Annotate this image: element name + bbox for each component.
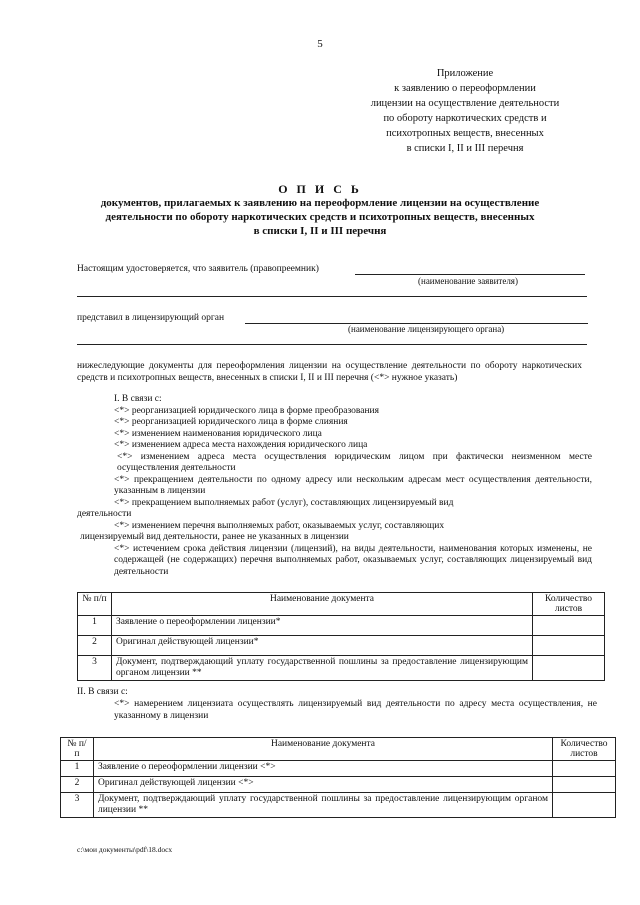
- row-document-name: Заявление о переоформлении лицензии*: [111, 616, 532, 636]
- authority-field-continued[interactable]: [77, 344, 587, 345]
- appendix-line: по обороту наркотических средств и: [383, 113, 547, 124]
- reason-item: <*> прекращением выполняемых работ (услуг), составляющих лицензируемый вид: [114, 497, 454, 508]
- intro-paragraph: нижеследующие документы для переоформления лицензии на осуществление деятельности по обороту наркотических средств и психотропных веществ, внесенных в списки I, II и III перечня (<*> нужное указать): [77, 361, 582, 383]
- row-document-name: Документ, подтверждающий уплату государственной пошлины за предоставление лицензирующим органом лицензии **: [93, 793, 552, 818]
- reason-item: [77, 698, 597, 722]
- appendix-line: Приложение: [436, 68, 494, 79]
- section-2: [77, 686, 597, 722]
- applicant-field-continued[interactable]: [77, 296, 587, 297]
- col-sheets-header: Количество листов: [553, 738, 616, 761]
- table-header-row: [78, 593, 605, 616]
- row-document-name: Заявление о переоформлении лицензии <*>: [93, 761, 552, 777]
- row-document-name: Документ, подтверждающий уплату государственной пошлины за предоставление лицензирующим органом лицензии **: [111, 656, 532, 681]
- appendix-line: лицензии на осуществление деятельности: [370, 98, 560, 109]
- reason-item-continued: лицензируемый вид деятельности, ранее не указанных в лицензии: [80, 532, 349, 542]
- section-1: [77, 394, 592, 578]
- table-row: [61, 793, 616, 818]
- row-number: 2: [61, 777, 94, 793]
- reason-item: [77, 452, 592, 475]
- table-row: [78, 636, 605, 656]
- col-number-header: № п/п: [61, 738, 94, 761]
- reason-item: <*> реорганизацией юридического лица в форме преобразования: [114, 405, 380, 416]
- row-number: 1: [61, 761, 94, 777]
- row-number: 1: [78, 616, 112, 636]
- row-sheets-field[interactable]: [553, 777, 616, 793]
- section-2-heading: II. В связи с:: [77, 687, 128, 697]
- reason-item: <*> изменением перечня выполняемых работ, оказываемых услуг, составляющих: [114, 520, 445, 531]
- row-sheets-field[interactable]: [533, 656, 605, 681]
- appendix-line: психотропных веществ, внесенных: [386, 128, 544, 139]
- subtitle-line: в списки I, II и III перечня: [253, 225, 387, 237]
- row-sheets-field[interactable]: [553, 761, 616, 777]
- document-title: О П И С Ь: [278, 182, 362, 196]
- col-number-header: № п/п: [78, 593, 112, 616]
- table-row: [78, 616, 605, 636]
- reason-item: <*> изменением адреса места нахождения юридического лица: [114, 440, 368, 450]
- reason-item: [77, 475, 592, 498]
- reason-item: [77, 544, 592, 579]
- reason-item: <*> изменением наименования юридического лица: [114, 428, 322, 439]
- document-subtitle: [70, 196, 570, 238]
- subtitle-line: деятельности по обороту наркотических средств и психотропных веществ, внесенных: [105, 211, 535, 223]
- reason-item-continued: деятельности: [77, 509, 132, 519]
- row-number: 3: [61, 793, 94, 818]
- row-document-name: Оригинал действующей лицензии <*>: [93, 777, 552, 793]
- row-number: 3: [78, 656, 112, 681]
- authority-label: представил в лицензирующий орган: [77, 313, 225, 323]
- applicant-field[interactable]: [355, 274, 585, 275]
- reason-item-text: <*> прекращением деятельности по одному адресу или нескольким адресам мест осуществления деятельности, указанным в лицензии: [114, 474, 592, 496]
- file-path-footer: c:\мои документы\pdf\18.docx: [77, 845, 173, 854]
- section-1-heading: I. В связи с:: [114, 394, 162, 404]
- row-document-name: Оригинал действующей лицензии*: [111, 636, 532, 656]
- applicant-label: Настоящим удостоверяется, что заявитель (правопреемник): [77, 264, 319, 274]
- reason-item: <*> реорганизацией юридического лица в форме слияния: [114, 417, 348, 427]
- row-sheets-field[interactable]: [553, 793, 616, 818]
- table-row: [78, 656, 605, 681]
- reason-item-text: <*> намерением лицензиата осуществлять лицензируемый вид деятельности по адресу места осуществления, не указанному в лицензии: [114, 699, 597, 721]
- table-row: [61, 777, 616, 793]
- row-sheets-field[interactable]: [533, 636, 605, 656]
- reason-item-text: <*> изменением адреса места осуществления юридическим лицом при фактически неизменном месте осуществления деятельности: [117, 451, 592, 473]
- row-number: 2: [78, 636, 112, 656]
- documents-table-2: [60, 737, 616, 818]
- col-name-header: Наименование документа: [93, 738, 552, 761]
- authority-hint: (наименование лицензирующего органа): [348, 324, 505, 334]
- applicant-hint: (наименование заявителя): [418, 276, 518, 286]
- table-row: [61, 761, 616, 777]
- appendix-header: [340, 66, 590, 156]
- documents-table-1: [77, 592, 605, 681]
- appendix-line: к заявлению о переоформлении: [394, 83, 536, 94]
- row-sheets-field[interactable]: [533, 616, 605, 636]
- reason-item-text: <*> истечением срока действия лицензии (лицензий), на виды деятельности, наименования которых изменены, не содержащей (не содержащих) перечня выполняемых работ, оказываемых услуг, составляющих лицензируемый вид деятельности: [114, 543, 592, 577]
- appendix-line: в списки I, II и III перечня: [406, 143, 524, 154]
- page-number: 5: [317, 38, 323, 50]
- col-sheets-header: Количество листов: [533, 593, 605, 616]
- col-name-header: Наименование документа: [111, 593, 532, 616]
- table-header-row: [61, 738, 616, 761]
- subtitle-line: документов, прилагаемых к заявлению на переоформление лицензии на осуществление: [100, 197, 540, 209]
